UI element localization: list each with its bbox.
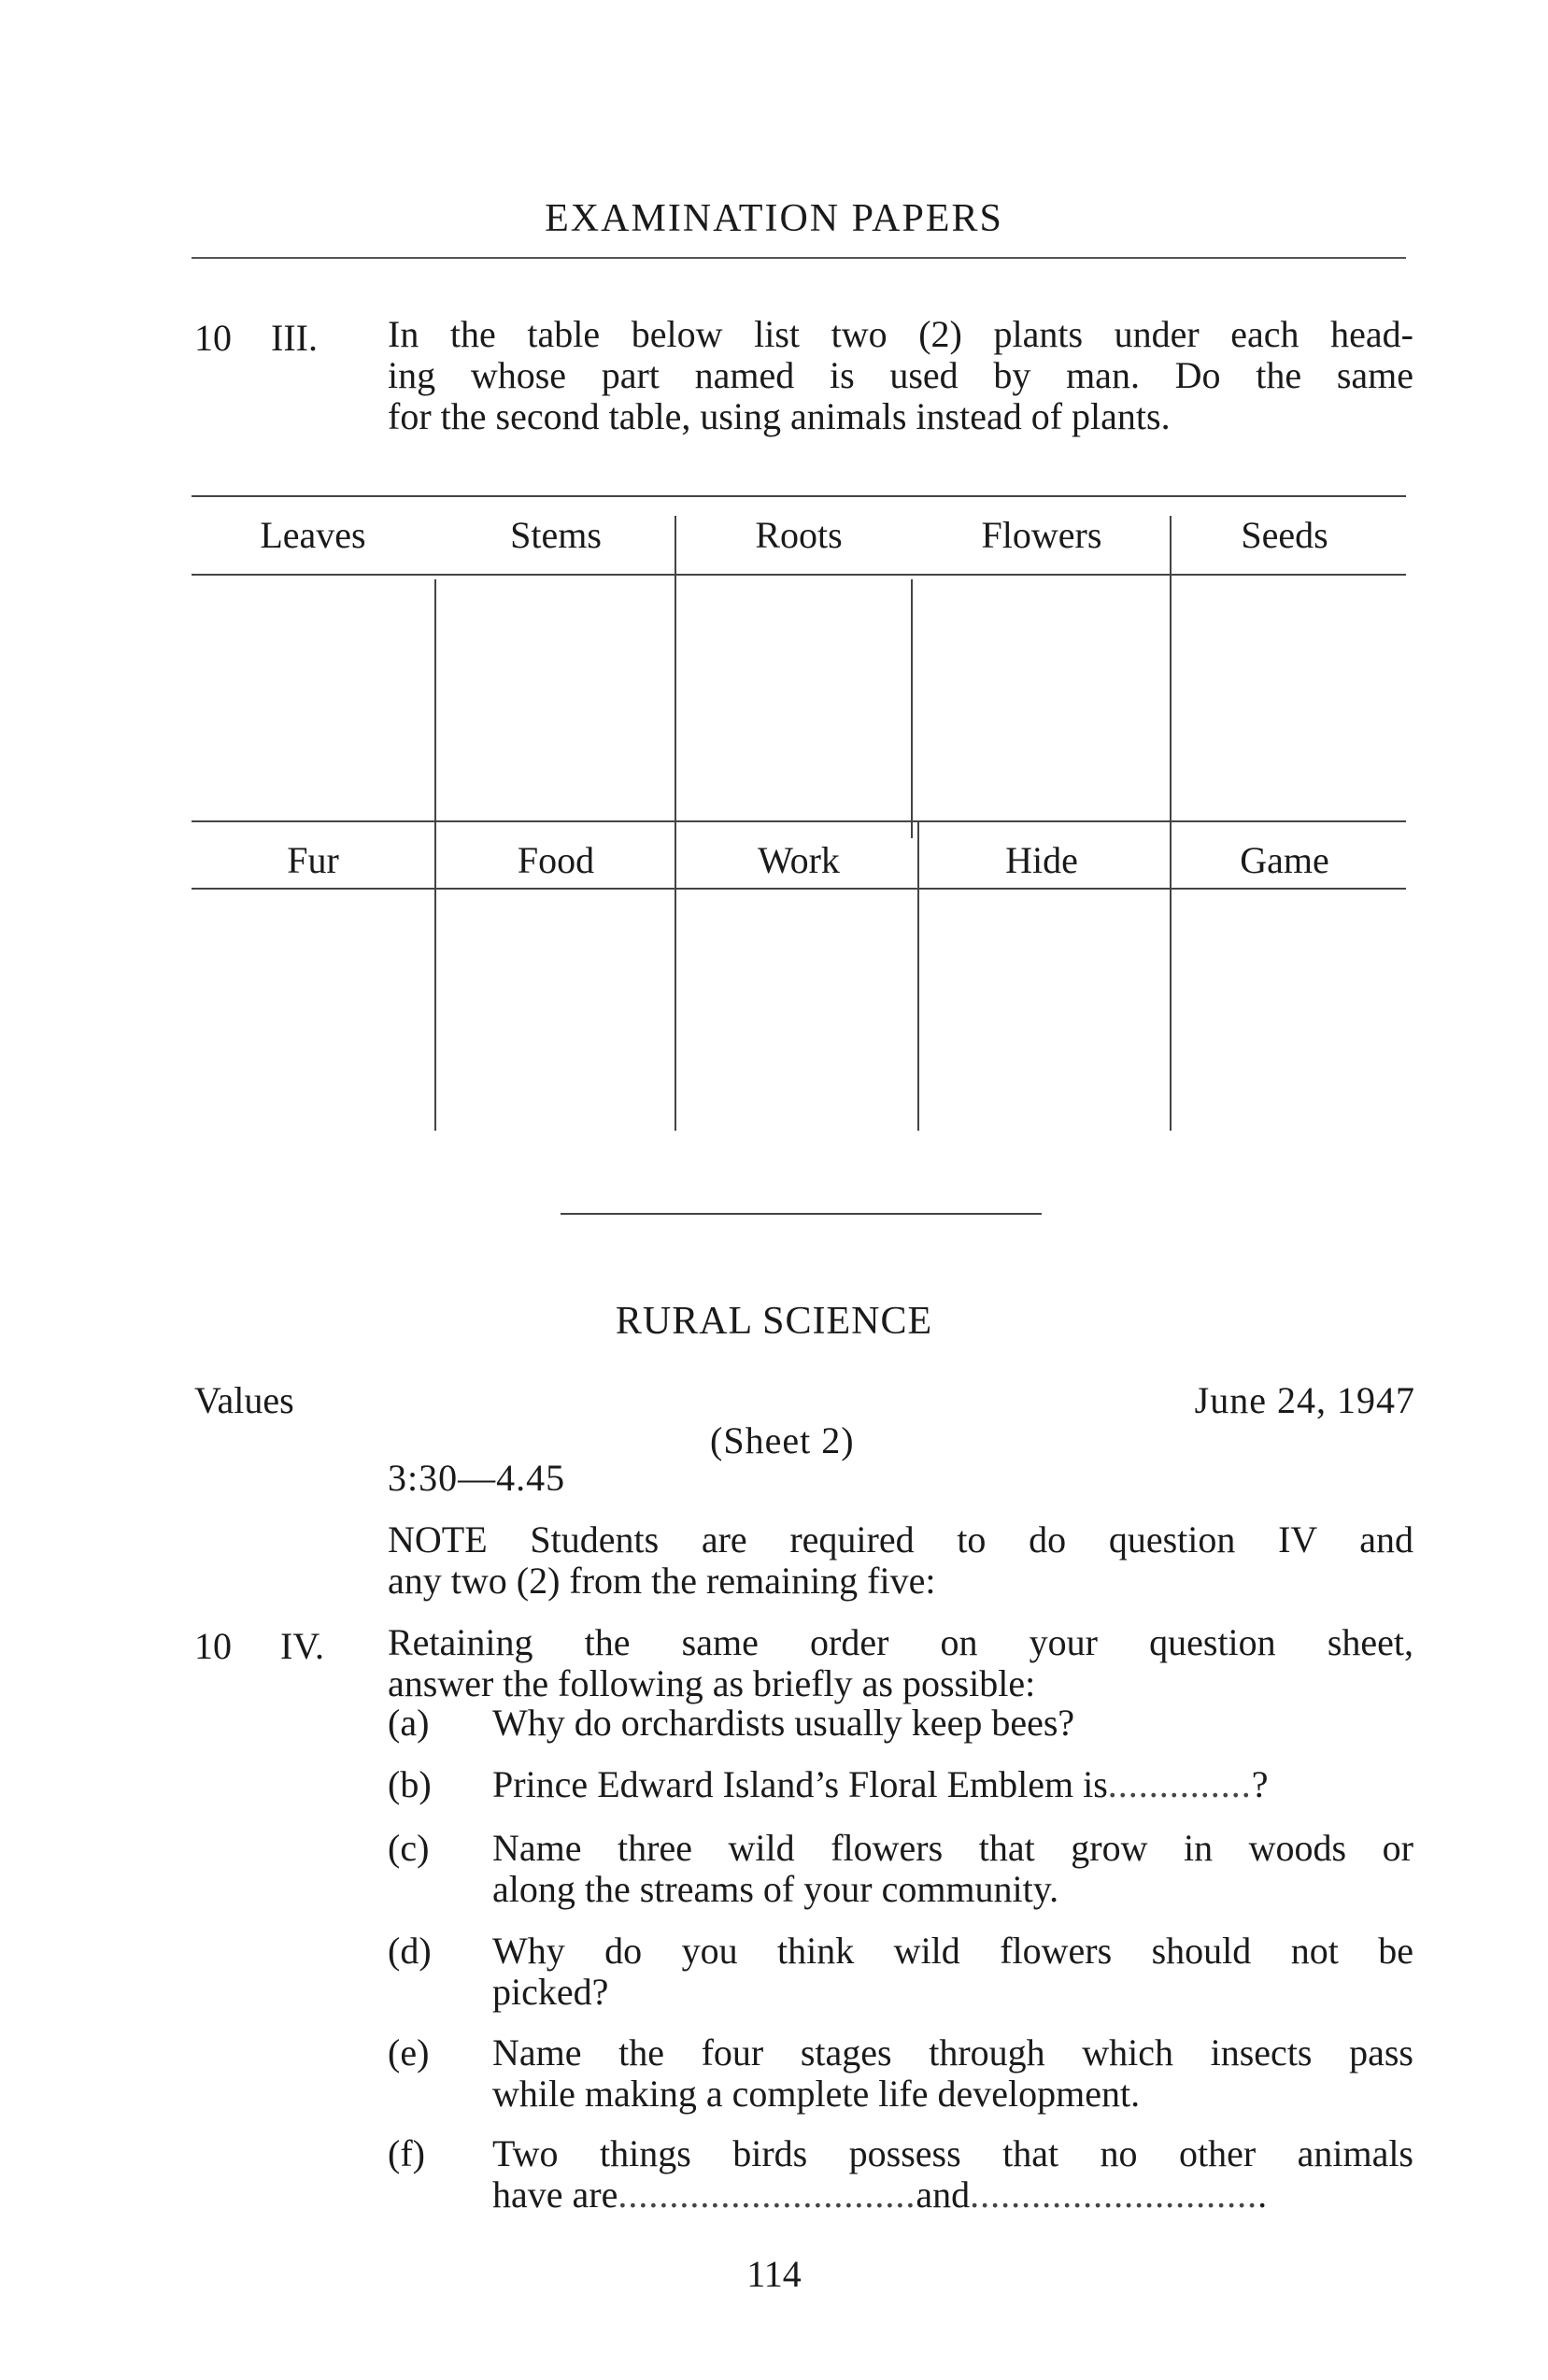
- subquestion-f: [388, 2133, 1413, 2216]
- sheet-label: (Sheet 2): [710, 1419, 855, 1461]
- header-cell-leaves: Leaves: [260, 513, 366, 556]
- header-cell-roots: Roots: [755, 513, 843, 556]
- table-divider: [1170, 820, 1172, 1131]
- values-label: Values: [194, 1379, 294, 1421]
- q3-line: In the table below list two (2) plants under each head-: [388, 313, 1413, 355]
- subquestion-line: along the streams of your community.: [492, 1868, 1059, 1910]
- subquestion-label: (b): [388, 1763, 432, 1805]
- subquestion-a: [388, 1703, 1413, 1744]
- q3-number: III.: [271, 317, 318, 359]
- subquestion-d: [388, 1931, 1413, 2013]
- q3-text: [388, 314, 1413, 437]
- table-rule: [192, 574, 1406, 576]
- table-divider: [675, 820, 676, 1131]
- plants-header-row: [192, 495, 1406, 574]
- q4-value: 10: [194, 1625, 232, 1667]
- section-divider: [561, 1213, 1042, 1215]
- header-cell-food: Food: [517, 838, 595, 881]
- q3-line: for the second table, using animals instead of plants.: [388, 395, 1171, 437]
- q4-number: IV.: [280, 1625, 325, 1667]
- note: [388, 1519, 1413, 1602]
- subquestion-line: Why do you think wild flowers should not be: [492, 1930, 1413, 1972]
- table-rule: [192, 888, 1406, 890]
- subquestion-line: while making a complete life development.: [492, 2073, 1141, 2115]
- header-cell-work: Work: [758, 838, 840, 881]
- q4-text: [388, 1622, 1413, 1704]
- answer-blank: ............................: [970, 2173, 1258, 2216]
- table-divider: [917, 820, 919, 1131]
- subquestion-text: and: [916, 2173, 971, 2216]
- table-divider: [434, 820, 436, 1131]
- table-divider: [434, 579, 436, 838]
- header-cell-game: Game: [1240, 838, 1329, 881]
- subquestion-text: have are: [492, 2173, 618, 2216]
- subquestion-line: Name the four stages through which insects pass: [492, 2031, 1413, 2074]
- exam-date: June 24, 1947: [1194, 1379, 1415, 1421]
- subquestion-label: (a): [388, 1702, 430, 1744]
- page-header: EXAMINATION PAPERS: [545, 197, 1003, 240]
- table-divider: [1170, 516, 1172, 838]
- header-cell-flowers: Flowers: [981, 513, 1102, 556]
- note-line: any two (2) from the remaining five:: [388, 1560, 936, 1602]
- subquestion-label: (d): [388, 1930, 432, 1972]
- q4-line: answer the following as briefly as possible:: [388, 1662, 1036, 1704]
- subquestion-end: .: [1257, 2173, 1268, 2216]
- q4-line: Retaining the same order on your question sheet,: [388, 1621, 1413, 1663]
- header-cell-fur: Fur: [287, 838, 339, 881]
- subquestion-line: Name three wild flowers that grow in woods or: [492, 1827, 1413, 1869]
- header-cell-stems: Stems: [510, 513, 602, 556]
- subquestion-line: Two things birds possess that no other animals: [492, 2132, 1413, 2174]
- q3-value: 10: [194, 317, 232, 359]
- subquestion-label: (e): [388, 2031, 430, 2074]
- section-title: RURAL SCIENCE: [615, 1300, 933, 1343]
- answer-blank: .............................: [618, 2173, 916, 2216]
- subquestion-c: [388, 1828, 1413, 1910]
- subquestion-line: [492, 1764, 1413, 1805]
- subquestion-label: (c): [388, 1827, 430, 1869]
- subquestion-text: Prince Edward Island’s Floral Emblem is: [492, 1763, 1108, 1805]
- header-cell-hide: Hide: [1005, 838, 1078, 881]
- exam-time: 3:30—4.45: [388, 1457, 566, 1499]
- subquestion-line: picked?: [492, 1971, 609, 2013]
- header-cell-seeds: Seeds: [1241, 513, 1328, 556]
- subquestion-label: (f): [388, 2132, 425, 2174]
- table-divider: [911, 579, 913, 838]
- subquestion-line: [492, 2174, 1413, 2216]
- subquestion-b: [388, 1764, 1413, 1805]
- answer-blank: ..............: [1107, 1763, 1252, 1805]
- subquestion-line: Why do orchardists usually keep bees?: [492, 1702, 1075, 1744]
- page-number: 114: [746, 2253, 802, 2295]
- q3-line: ing whose part named is used by man. Do the same: [388, 354, 1413, 396]
- header-rule: [192, 257, 1406, 259]
- subquestion-e: [388, 2032, 1413, 2115]
- table-divider: [675, 516, 676, 838]
- note-line: NOTE Students are required to do question IV and: [388, 1518, 1413, 1561]
- subquestion-end: ?: [1251, 1763, 1269, 1805]
